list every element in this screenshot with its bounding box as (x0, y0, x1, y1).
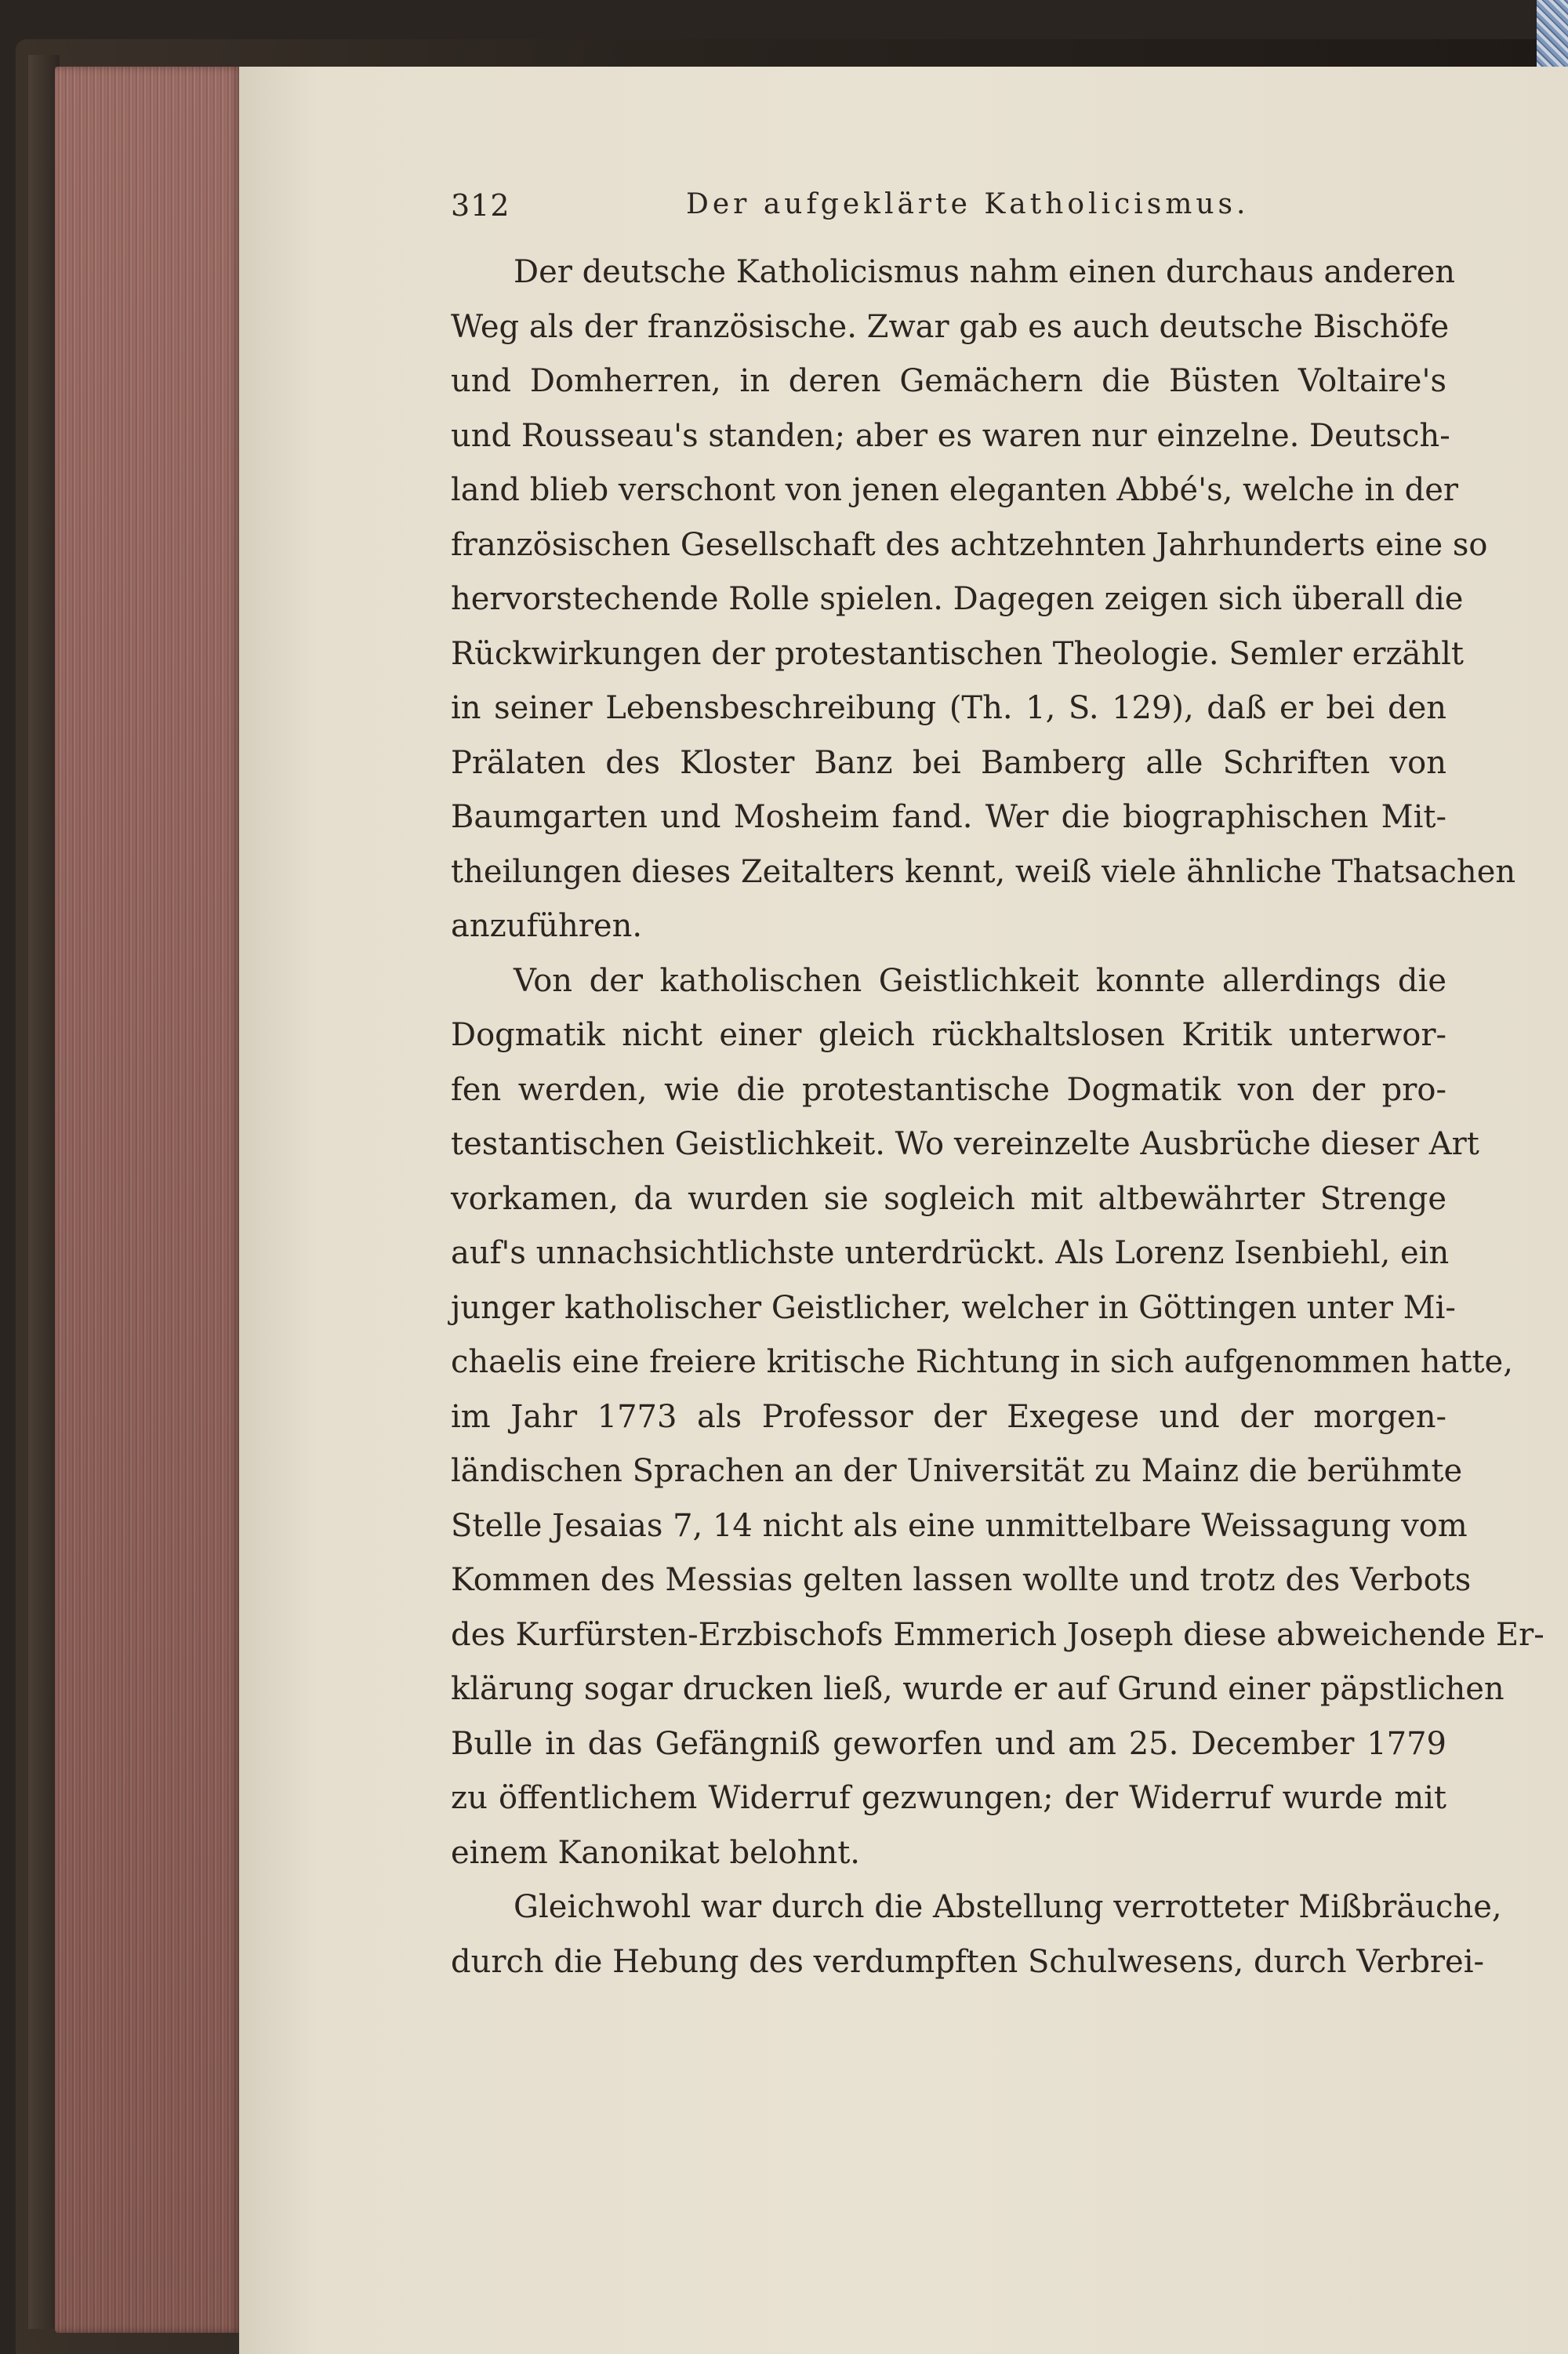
text-line: Stelle Jesaias 7, 14 nicht als eine unmittelbare Weissagung vom (451, 1507, 1468, 1544)
text-line: klärung sogar drucken ließ, wurde er auf Grund einer päpstlichen (451, 1671, 1504, 1707)
running-title: Der aufgeklärte Katholicismus. (686, 188, 1250, 220)
text-line: theilungen dieses Zeitalters kennt, weiß viele ähnliche Thatsachen (451, 853, 1516, 890)
text-line: Rückwirkungen der protestantischen Theologie. Semler erzählt (451, 635, 1464, 672)
text-line: Kommen des Messias gelten lassen wollte und trotz des Verbots (451, 1562, 1472, 1598)
text-line: chaelis eine freiere kritische Richtung in sich aufgenommen hatte, (451, 1344, 1513, 1380)
text-line: testantischen Geistlichkeit. Wo vereinzelte Ausbrüche dieser Art (451, 1126, 1479, 1162)
text-line: junger katholischer Geistlicher, welcher in Göttingen unter Mi- (451, 1289, 1456, 1326)
page-number: 312 (451, 188, 510, 223)
text-line: hervorstechende Rolle spielen. Dagegen zeigen sich überall die (451, 581, 1464, 617)
text-line: auf's unnachsichtlichste unterdrückt. Als Lorenz Isenbiehl, ein (451, 1235, 1450, 1271)
text-line: und Domherren, in deren Gemächern die Büsten Voltaire's (451, 363, 1446, 399)
text-line: Gleichwohl war durch die Abstellung verrotteter Mißbräuche, (514, 1889, 1502, 1925)
book-page (239, 67, 1568, 2354)
marbled-corner (1537, 0, 1568, 71)
text-line: vorkamen, da wurden sie sogleich mit altbewährter Strenge (451, 1180, 1446, 1217)
body-text (451, 245, 1544, 1989)
text-line: land blieb verschont von jenen eleganten Abbé's, welche in der (451, 472, 1458, 508)
text-line: zu öffentlichem Widerruf gezwungen; der Widerruf wurde mit (451, 1780, 1446, 1816)
text-line: Der deutsche Katholicismus nahm einen durchaus anderen (514, 254, 1455, 290)
page-header (451, 188, 1454, 235)
text-line: einem Kanonikat belohnt. (451, 1834, 861, 1871)
text-line: im Jahr 1773 als Professor der Exegese und der morgen- (451, 1398, 1446, 1435)
text-line: französischen Gesellschaft des achtzehnten Jahrhunderts eine so (451, 526, 1488, 563)
text-line: Baumgarten und Mosheim fand. Wer die biographischen Mit- (451, 799, 1446, 835)
text-line: und Rousseau's standen; aber es waren nur einzelne. Deutsch- (451, 417, 1450, 454)
text-line: ländischen Sprachen an der Universität zu Mainz die berühmte (451, 1453, 1463, 1489)
text-line: des Kurfürsten-Erzbischofs Emmerich Joseph diese abweichende Er- (451, 1616, 1544, 1653)
text-line: Von der katholischen Geistlichkeit konnte allerdings die (514, 962, 1446, 999)
text-line: in seiner Lebensbeschreibung (Th. 1, S. 129), daß er bei den (451, 690, 1446, 726)
page-edges (55, 67, 243, 2333)
text-line: fen werden, wie die protestantische Dogmatik von der pro- (451, 1071, 1446, 1108)
text-line: anzuführen. (451, 908, 643, 944)
text-line: Prälaten des Kloster Banz bei Bamberg alle Schriften von (451, 744, 1446, 781)
text-line: Dogmatik nicht einer gleich rückhaltslosen Kritik unterwor- (451, 1017, 1446, 1053)
text-line: Weg als der französische. Zwar gab es auch deutsche Bischöfe (451, 308, 1450, 345)
text-line: Bulle in das Gefängniß geworfen und am 25. December 1779 (451, 1725, 1446, 1762)
text-line: durch die Hebung des verdumpften Schulwesens, durch Verbrei- (451, 1943, 1485, 1980)
